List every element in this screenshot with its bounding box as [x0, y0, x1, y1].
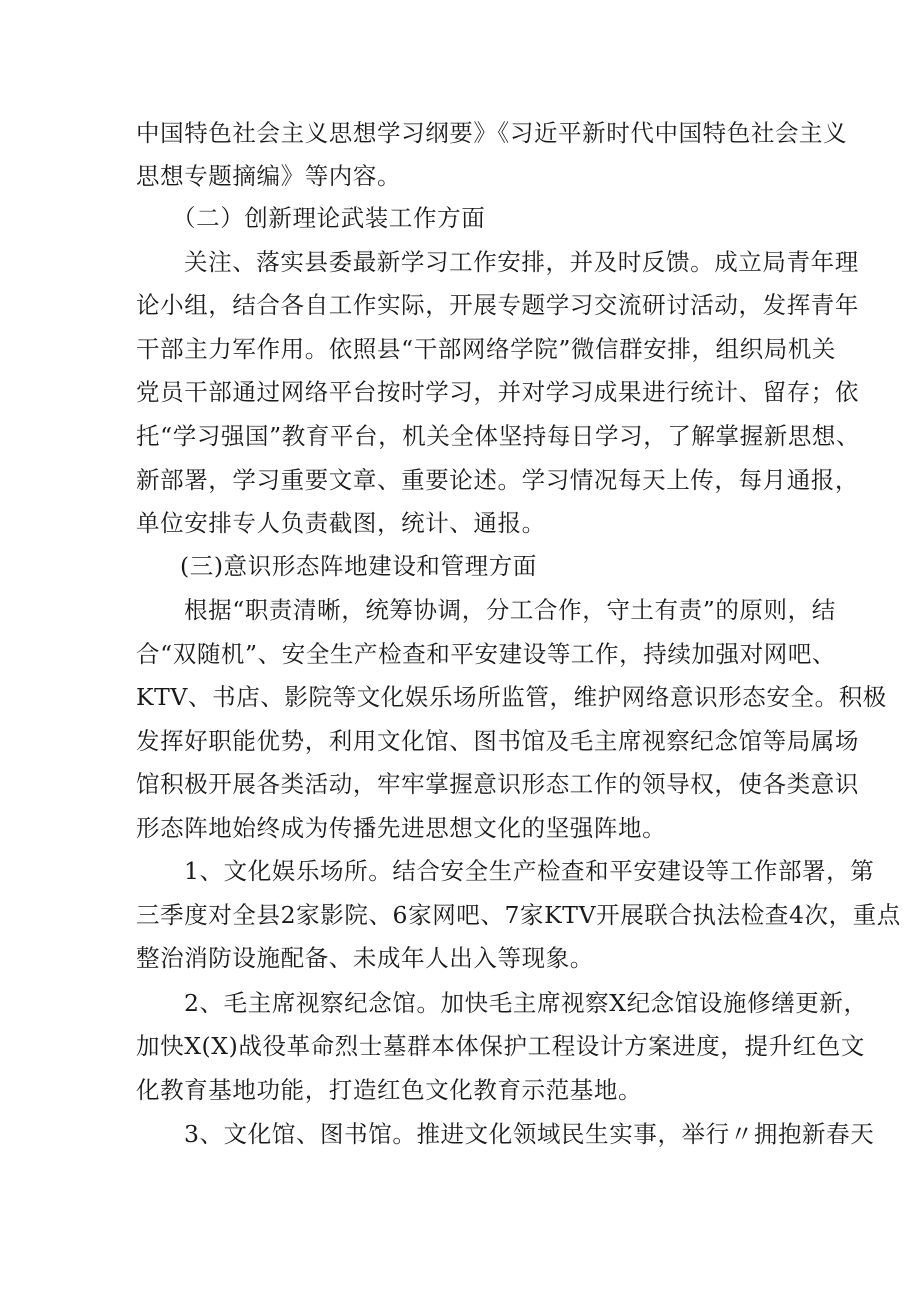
- body-text-line: 馆积极开展各类活动，牢牢掌握意识形态工作的领导权，使各类意识: [136, 770, 859, 798]
- body-text-line: 托“学习强国”教育平台，机关全体坚持每日学习，了解掌握新思想、: [136, 422, 861, 450]
- body-text-line: 合“双随机”、安全生产检查和平安建设等工作，持续加强对网吧、: [136, 640, 837, 668]
- body-text-line: 关注、落实县委最新学习工作安排，并及时反馈。成立局青年理: [184, 248, 859, 276]
- body-text-line: 化教育基地功能，打造红色文化教育示范基地。: [136, 1076, 643, 1104]
- body-text-line: 新部署，学习重要文章、重要论述。学习情况每天上传，每月通报，: [136, 466, 859, 494]
- list-item-1: 1、文化娱乐场所。结合安全生产检查和平安建设等工作部署，第: [184, 857, 875, 885]
- body-text-line: 根据“职责清晰，统筹协调，分工合作，守土有责”的原则，结: [184, 596, 836, 624]
- body-text-line: 加快X(X)战役革命烈士墓群本体保护工程设计方案进度，提升红色文: [136, 1032, 865, 1060]
- body-text-line: 单位安排专人负责截图，统计、通报。: [136, 509, 546, 537]
- body-text-line: 发挥好职能优势，利用文化馆、图书馆及毛主席视察纪念馆等局属场: [136, 727, 859, 755]
- body-text-line: 整治消防设施配备、未成年人出入等现象。: [136, 944, 594, 972]
- body-text-line: 中国特色社会主义思想学习纲要》《习近平新时代中国特色社会主义: [136, 119, 848, 147]
- body-text-line: 三季度对全县2家影院、6家网吧、7家KTV开展联合执法检查4次，重点: [136, 901, 901, 929]
- body-text-line: 论小组，结合各自工作实际，开展专题学习交流研讨活动，发挥青年: [136, 291, 859, 319]
- body-text-line: 党员干部通过网络平台按时学习，并对学习成果进行统计、留存；依: [136, 378, 859, 406]
- body-text-line: KTV、书店、影院等文化娱乐场所监管，维护网络意识形态安全。积极: [136, 683, 887, 711]
- list-item-3: 3、文化馆、图书馆。推进文化领域民生实事，举行〃拥抱新春天: [184, 1120, 875, 1148]
- body-text-line: 形态阵地始终成为传播先进思想文化的坚强阵地。: [136, 814, 667, 842]
- body-text-line: 干部主力军作用。依照县“干部网络学院”微信群安排，组织局机关: [136, 335, 837, 363]
- body-text-line: 思想专题摘编》等内容。: [136, 162, 402, 190]
- section-heading-2: （二）创新理论武装工作方面: [172, 204, 486, 232]
- section-heading-3: (三)意识形态阵地建设和管理方面: [180, 552, 537, 580]
- list-item-2: 2、毛主席视察纪念馆。加快毛主席视察X纪念馆设施修缮更新，: [184, 989, 868, 1017]
